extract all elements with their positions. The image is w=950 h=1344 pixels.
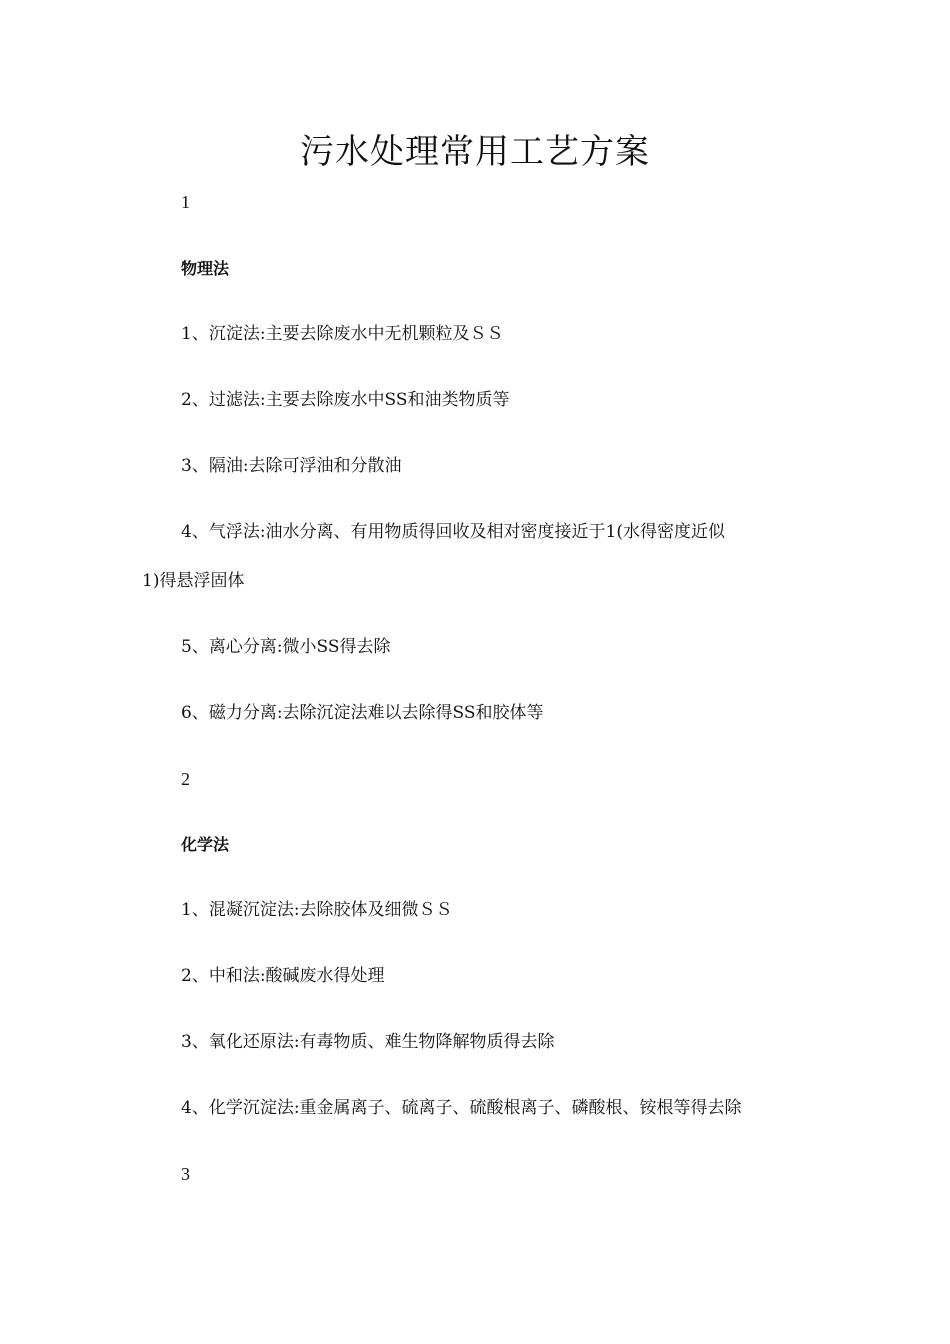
section-heading: 化学法	[181, 835, 230, 854]
list-item: 1、混凝沉淀法:去除胶体及细微ＳＳ	[181, 900, 453, 920]
section-number: 1	[181, 192, 190, 212]
list-item: 6、磁力分离:去除沉淀法难以去除得SS和胶体等	[181, 703, 544, 723]
list-item: 2、过滤法:主要去除废水中SS和油类物质等	[181, 390, 510, 410]
list-item: 4、气浮法:油水分离、有用物质得回收及相对密度接近于1(水得密度近似	[181, 522, 725, 542]
list-item: 3、隔油:去除可浮油和分散油	[181, 456, 402, 476]
document-title: 污水处理常用工艺方案	[300, 132, 650, 172]
list-item-continuation: 1)得悬浮固体	[142, 571, 245, 591]
list-item: 1、沉淀法:主要去除废水中无机颗粒及ＳＳ	[181, 324, 504, 344]
list-item: 3、氧化还原法:有毒物质、难生物降解物质得去除	[181, 1032, 555, 1052]
section-number: 2	[181, 769, 190, 789]
section-heading: 物理法	[181, 259, 230, 278]
list-item: 4、化学沉淀法:重金属离子、硫离子、硫酸根离子、磷酸根、铵根等得去除	[181, 1098, 742, 1118]
list-item: 2、中和法:酸碱废水得处理	[181, 966, 385, 986]
section-number: 3	[181, 1164, 190, 1184]
list-item: 5、离心分离:微小SS得去除	[181, 637, 391, 657]
